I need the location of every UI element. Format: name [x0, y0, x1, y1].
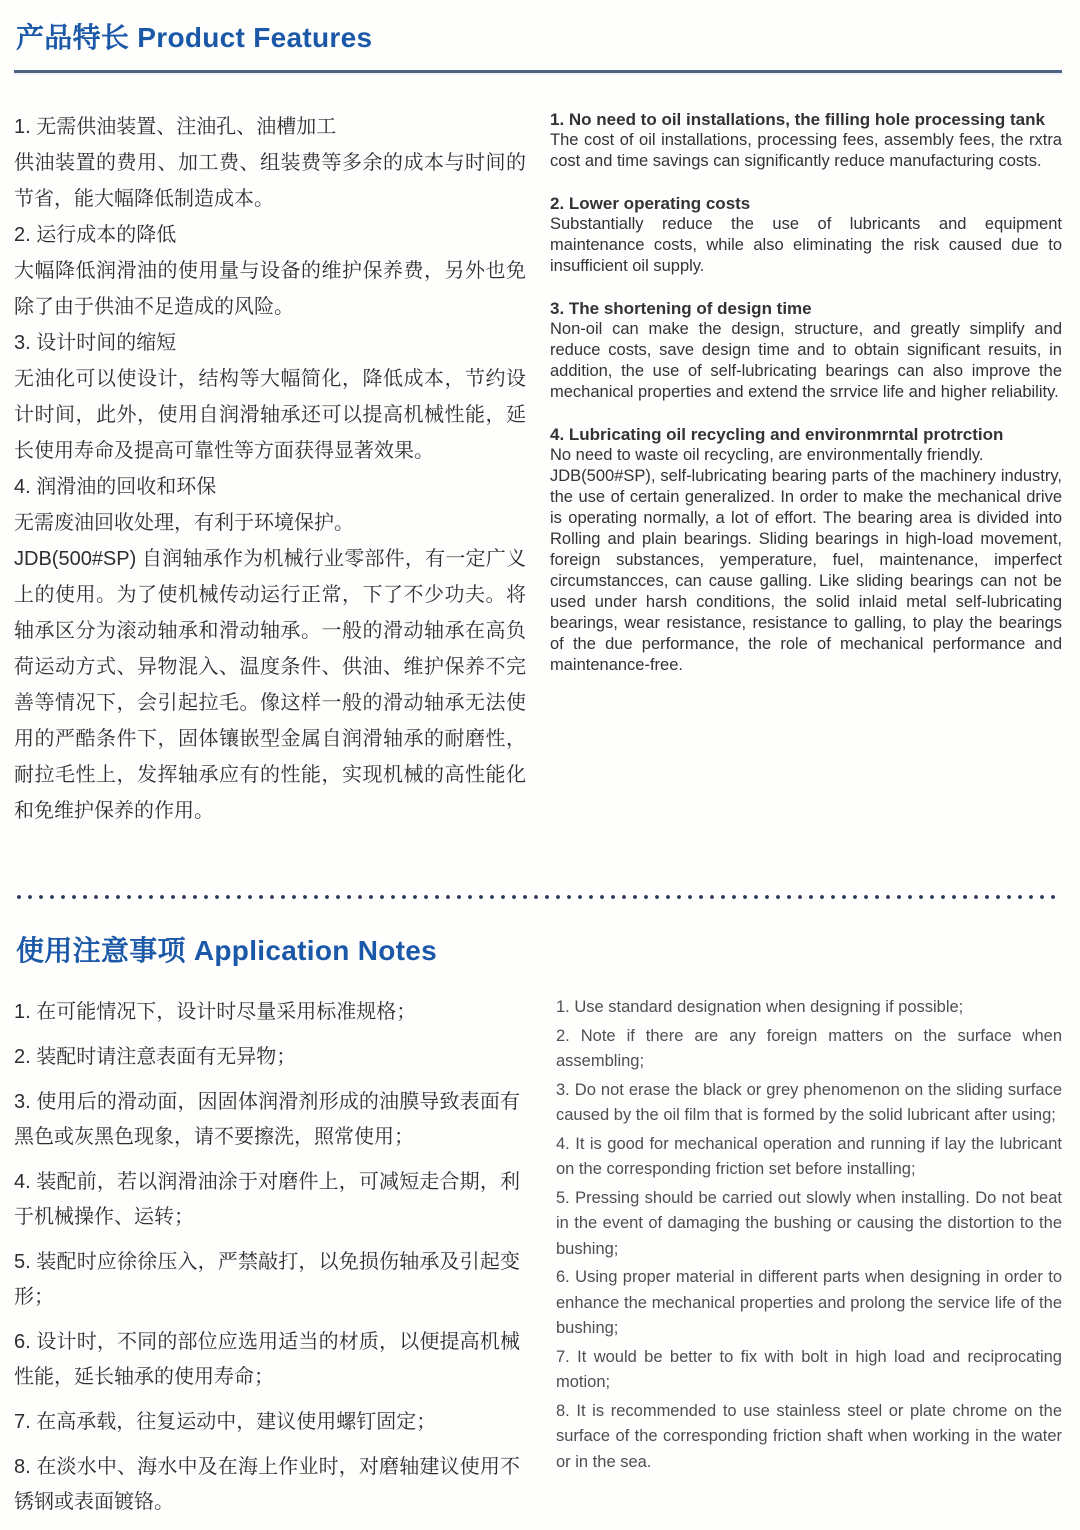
feature-item-cn-1: [14, 109, 526, 217]
note-item-cn-8: 8. 在淡水中、海水中及在海上作业时，对磨轴建议使用不锈钢或表面镀铬。: [14, 1456, 520, 1513]
feature-body-cn: 大幅降低润滑油的使用量与设备的维护保养费，另外也免除了由于供油不足造成的风险。: [14, 260, 526, 318]
section-application-notes: [14, 929, 1062, 1530]
feature-body-cn: 无需废油回收处理，有利于环境保护。: [14, 512, 354, 534]
note-item-en-1: 1. Use standard designation when designing if possible;: [556, 998, 964, 1016]
product-features-cn-column: [14, 109, 526, 829]
feature-body-en: The cost of oil installations, processing fees, assembly fees, the rxtra cost and time savings can significantly reduce manufacturing costs.: [550, 131, 1062, 170]
feature-item-cn-2: [14, 217, 526, 325]
note-item-cn-1: 1. 在可能情况下，设计时尽量采用标准规格；: [14, 1001, 417, 1023]
feature-body-en: No need to waste oil recycling, are environmentally friendly.: [550, 446, 984, 464]
note-item-cn-2: 2. 装配时请注意表面有无异物；: [14, 1046, 297, 1068]
section-product-features: [14, 16, 1062, 829]
dotted-divider: [16, 893, 1060, 901]
feature-heading-cn: 4. 润滑油的回收和环保: [14, 476, 217, 498]
note-item-en-8: 8. It is recommended to use stainless steel or plate chrome on the surface of the corresponding friction shaft when working in the water or in the sea.: [556, 1401, 1062, 1471]
feature-body-cn: 无油化可以使设计，结构等大幅简化，降低成本，节约设计时间，此外，使用自润滑轴承还可以提高机械性能，延长使用寿命及提高可靠性等方面获得显著效果。: [14, 368, 526, 462]
note-item-cn-5: 5. 装配时应徐徐压入，严禁敲打，以免损伤轴承及引起变形；: [14, 1251, 520, 1308]
feature-heading-cn: 3. 设计时间的缩短: [14, 332, 177, 354]
feature-body-cn: 供油装置的费用、加工费、组装费等多余的成本与时间的节省，能大幅降低制造成本。: [14, 152, 526, 210]
feature-heading-en: 3. The shortening of design time: [550, 299, 812, 318]
note-item-cn-7: 7. 在高承载，往复运动中，建议使用螺钉固定；: [14, 1411, 437, 1433]
note-item-en-6: 6. Using proper material in different parts when designing in order to enhance the mechanical properties and prolong the service life of the bushing;: [556, 1268, 1062, 1337]
feature-body2-en: JDB(500#SP), self-lubricating bearing parts of the machinery industry, the use of certain generalized. In order to make the mechanical drive is operating normally, a lot of effort. The bearing area is divided into Rolling and plain bearings. Sliding bearings in high-load movement, foreign substances, yemperature, fuel, maintenance, imperfect circumstancces, can cause galling. Like sliding bearings can not be used under harsh conditions, the solid inlaid metal self-lubricating bearings, wear resistance, resistance to galling, to play the bearings of the due performance, the role of mechanical performance and maintenance-free.: [550, 467, 1062, 674]
feature-heading-cn: 1. 无需供油装置、注油孔、油槽加工: [14, 116, 337, 138]
feature-item-cn-4: [14, 469, 526, 541]
note-item-cn-3: 3. 使用后的滑动面，因固体润滑剂形成的油膜导致表面有黑色或灰黑色现象，请不要擦洗，照常使用；: [14, 1091, 520, 1148]
feature-item-en-2: [550, 193, 1062, 277]
product-features-columns: [14, 109, 1062, 829]
application-notes-cn-column: [14, 995, 520, 1530]
feature-heading-cn: 2. 运行成本的降低: [14, 224, 177, 246]
note-item-en-5: 5. Pressing should be carried out slowly when installing. Do not beat in the event of damaging the bushing or causing the distortion to the bushing;: [556, 1188, 1062, 1258]
feature-item-cn-3: [14, 325, 526, 469]
feature-item-en-3: [550, 298, 1062, 403]
application-notes-columns: [14, 995, 1062, 1530]
note-item-en-4: 4. It is good for mechanical operation and running if lay the lubricant on the corresponding friction set before installing;: [556, 1134, 1062, 1178]
note-item-en-7: 7. It would be better to fix with bolt in high load and reciprocating motion;: [556, 1347, 1062, 1391]
feature-item-en-1: [550, 109, 1062, 172]
feature-closing-paragraph-cn: JDB(500#SP) 自润轴承作为机械行业零部件，有一定广义上的使用。为了使机械传动运行正常，下了不少功夫。将轴承区分为滚动轴承和滑动轴承。一般的滑动轴承在高负荷运动方式、异物混入、温度条件、供油、维护保养不完善等情况下，会引起拉毛。像这样一般的滑动轴承无法使用的严酷条件下，固体镶嵌型金属自润滑轴承的耐磨性，耐拉毛性上，发挥轴承应有的性能，实现机械的高性能化和免维护保养的作用。: [14, 548, 526, 822]
feature-body-en: Non-oil can make the design, structure, and greatly simplify and reduce costs, save design time and to obtain significant resuits, in addition, the use of self-lubricating bearings can also improve the mechanical properties and extend the srrvice life and higher reliability.: [550, 320, 1062, 401]
application-notes-title: 使用注意事项 Application Notes: [16, 935, 437, 966]
product-features-title: 产品特长 Product Features: [16, 22, 373, 53]
note-item-en-2: 2. Note if there are any foreign matters on the surface when assembling;: [556, 1026, 1062, 1070]
feature-heading-en: 1. No need to oil installations, the filling hole processing tank: [550, 110, 1045, 129]
note-item-cn-4: 4. 装配前，若以润滑油涂于对磨件上，可减短走合期，利于机械操作、运转；: [14, 1171, 520, 1228]
feature-heading-en: 4. Lubricating oil recycling and environmrntal protrction: [550, 425, 1004, 444]
feature-body-en: Substantially reduce the use of lubricants and equipment maintenance costs, while also eliminating the risk caused due to insufficient oil supply.: [550, 215, 1062, 275]
feature-heading-en: 2. Lower operating costs: [550, 194, 751, 213]
title-rule: [14, 70, 1062, 75]
feature-item-en-4: [550, 424, 1062, 676]
product-features-en-column: [550, 109, 1062, 829]
note-item-en-3: 3. Do not erase the black or grey phenomenon on the sliding surface caused by the oil film that is formed by the solid lubricant after using;: [556, 1080, 1062, 1124]
note-item-cn-6: 6. 设计时，不同的部位应选用适当的材质，以便提高机械性能，延长轴承的使用寿命；: [14, 1331, 520, 1388]
application-notes-en-column: [544, 995, 1062, 1530]
